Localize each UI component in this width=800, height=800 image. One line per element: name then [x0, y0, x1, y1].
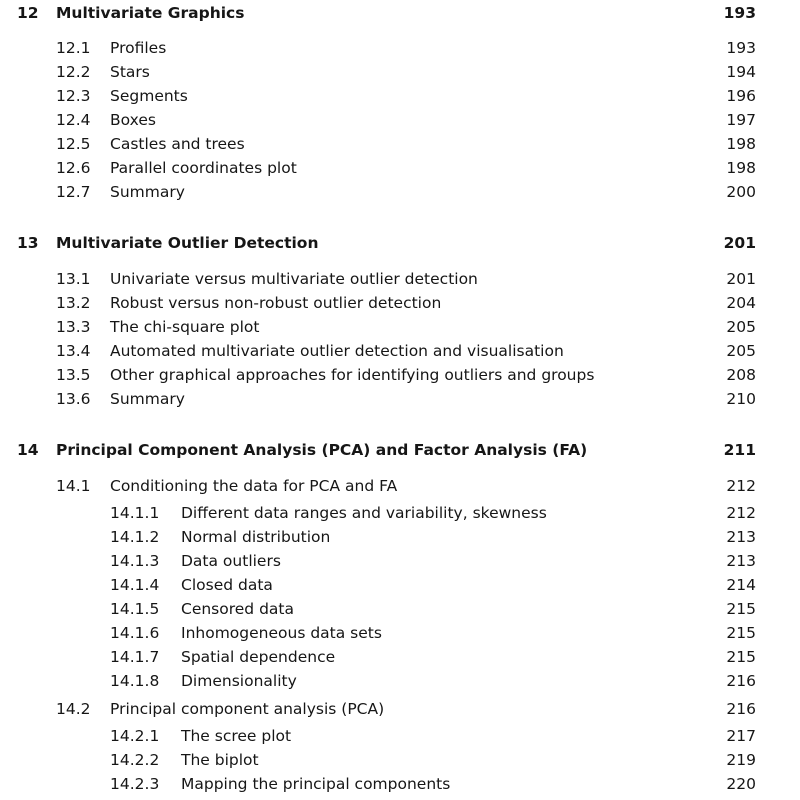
entry-page: 212 — [726, 477, 756, 495]
entry-title: The biplot — [181, 751, 259, 769]
entry-page: 193 — [726, 39, 756, 57]
entry-number: 14.2.1 — [110, 727, 160, 745]
toc-entry-section-12-2 — [0, 61, 800, 83]
toc-entry-subsection-14-2-3 — [0, 773, 800, 795]
entry-number: 14.1 — [56, 477, 91, 495]
entry-title: Profiles — [110, 39, 167, 57]
entry-title: Data outliers — [181, 552, 281, 570]
entry-number: 13.3 — [56, 318, 91, 336]
entry-number: 12.2 — [56, 63, 91, 81]
toc-entry-section-12-4 — [0, 109, 800, 131]
entry-title: Spatial dependence — [181, 648, 336, 666]
entry-page: 216 — [726, 700, 756, 718]
entry-title: Inhomogeneous data sets — [181, 624, 382, 642]
toc-entry-section-14-2 — [0, 698, 800, 720]
entry-page: 210 — [726, 390, 756, 408]
entry-page: 205 — [726, 342, 756, 360]
entry-number: 12.4 — [56, 111, 91, 129]
toc-entry-subsection-14-2-2 — [0, 749, 800, 771]
entry-title: Mapping the principal components — [181, 775, 451, 793]
entry-number: 14.1.5 — [110, 600, 160, 618]
entry-page: 214 — [726, 576, 756, 594]
entry-number: 14.2 — [56, 700, 91, 718]
entry-title: Normal distribution — [181, 528, 331, 546]
entry-page: 208 — [726, 366, 756, 384]
entry-number: 14.1.4 — [110, 576, 160, 594]
entry-number: 13 — [17, 234, 39, 252]
entry-page: 211 — [723, 441, 756, 459]
toc-entry-section-12-3 — [0, 85, 800, 107]
entry-number: 12.3 — [56, 87, 91, 105]
entry-title: Different data ranges and variability, skewness — [181, 504, 547, 522]
toc-entry-chapter-12 — [0, 2, 800, 24]
entry-number: 13.2 — [56, 294, 91, 312]
entry-title: Principal component analysis (PCA) — [110, 700, 385, 718]
entry-title: Robust versus non-robust outlier detection — [110, 294, 442, 312]
entry-title: Boxes — [110, 111, 156, 129]
entry-number: 14.2.3 — [110, 775, 160, 793]
toc-entry-subsection-14-1-6 — [0, 622, 800, 644]
entry-title: Dimensionality — [181, 672, 297, 690]
entry-number: 14 — [17, 441, 39, 459]
toc-entry-section-13-4 — [0, 340, 800, 362]
entry-page: 215 — [726, 600, 756, 618]
entry-number: 14.1.2 — [110, 528, 160, 546]
entry-page: 193 — [723, 4, 756, 22]
entry-number: 13.6 — [56, 390, 91, 408]
entry-number: 12.1 — [56, 39, 91, 57]
entry-number: 12.7 — [56, 183, 91, 201]
toc-entry-chapter-13 — [0, 232, 800, 254]
toc-entry-section-12-7 — [0, 181, 800, 203]
entry-number: 12 — [17, 4, 39, 22]
entry-title: The scree plot — [181, 727, 292, 745]
entry-page: 198 — [726, 159, 756, 177]
entry-number: 14.1.7 — [110, 648, 160, 666]
entry-page: 204 — [726, 294, 756, 312]
toc-entry-section-14-1 — [0, 475, 800, 497]
entry-number: 14.2.2 — [110, 751, 160, 769]
entry-number: 14.1.3 — [110, 552, 160, 570]
entry-number: 13.1 — [56, 270, 91, 288]
toc-entry-subsection-14-1-5 — [0, 598, 800, 620]
entry-number: 13.5 — [56, 366, 91, 384]
entry-title: Univariate versus multivariate outlier detection — [110, 270, 478, 288]
entry-title: Summary — [110, 390, 185, 408]
entry-title: Segments — [110, 87, 188, 105]
entry-title: Closed data — [181, 576, 273, 594]
entry-number: 14.1.8 — [110, 672, 160, 690]
entry-page: 216 — [726, 672, 756, 690]
entry-title: Castles and trees — [110, 135, 245, 153]
entry-title: Other graphical approaches for identifying outliers and groups — [110, 366, 595, 384]
entry-title: Automated multivariate outlier detection and visualisation — [110, 342, 564, 360]
toc-entry-subsection-14-1-7 — [0, 646, 800, 668]
entry-page: 217 — [726, 727, 756, 745]
toc-entry-section-13-2 — [0, 292, 800, 314]
entry-page: 198 — [726, 135, 756, 153]
toc-entry-chapter-14 — [0, 439, 800, 461]
toc-entry-section-12-5 — [0, 133, 800, 155]
entry-number: 14.1.1 — [110, 504, 160, 522]
entry-page: 196 — [726, 87, 756, 105]
entry-title: Multivariate Graphics — [56, 4, 245, 22]
entry-title: Summary — [110, 183, 185, 201]
entry-number: 14.1.6 — [110, 624, 160, 642]
entry-page: 215 — [726, 648, 756, 666]
entry-page: 212 — [726, 504, 756, 522]
toc-entry-subsection-14-1-2 — [0, 526, 800, 548]
entry-title: Stars — [110, 63, 150, 81]
entry-page: 213 — [726, 552, 756, 570]
toc-entry-subsection-14-1-4 — [0, 574, 800, 596]
entry-page: 205 — [726, 318, 756, 336]
entry-title: Multivariate Outlier Detection — [56, 234, 319, 252]
entry-page: 213 — [726, 528, 756, 546]
toc-entry-section-12-6 — [0, 157, 800, 179]
entry-title: Censored data — [181, 600, 294, 618]
toc-entry-section-13-3 — [0, 316, 800, 338]
entry-number: 13.4 — [56, 342, 91, 360]
entry-title: The chi-square plot — [110, 318, 260, 336]
entry-page: 220 — [726, 775, 756, 793]
toc-entry-subsection-14-2-1 — [0, 725, 800, 747]
toc-entry-section-13-6 — [0, 388, 800, 410]
entry-page: 219 — [726, 751, 756, 769]
toc-entry-section-12-1 — [0, 37, 800, 59]
toc-entry-subsection-14-1-1 — [0, 502, 800, 524]
entry-page: 201 — [726, 270, 756, 288]
entry-title: Principal Component Analysis (PCA) and Factor Analysis (FA) — [56, 441, 588, 459]
entry-page: 200 — [726, 183, 756, 201]
entry-page: 197 — [726, 111, 756, 129]
entry-page: 201 — [723, 234, 756, 252]
toc-entry-subsection-14-1-8 — [0, 670, 800, 692]
toc-entry-subsection-14-1-3 — [0, 550, 800, 572]
entry-page: 215 — [726, 624, 756, 642]
entry-page: 194 — [726, 63, 756, 81]
entry-title: Conditioning the data for PCA and FA — [110, 477, 398, 495]
entry-number: 12.6 — [56, 159, 91, 177]
entry-number: 12.5 — [56, 135, 91, 153]
toc-entry-section-13-1 — [0, 268, 800, 290]
toc-entry-section-13-5 — [0, 364, 800, 386]
entry-title: Parallel coordinates plot — [110, 159, 297, 177]
